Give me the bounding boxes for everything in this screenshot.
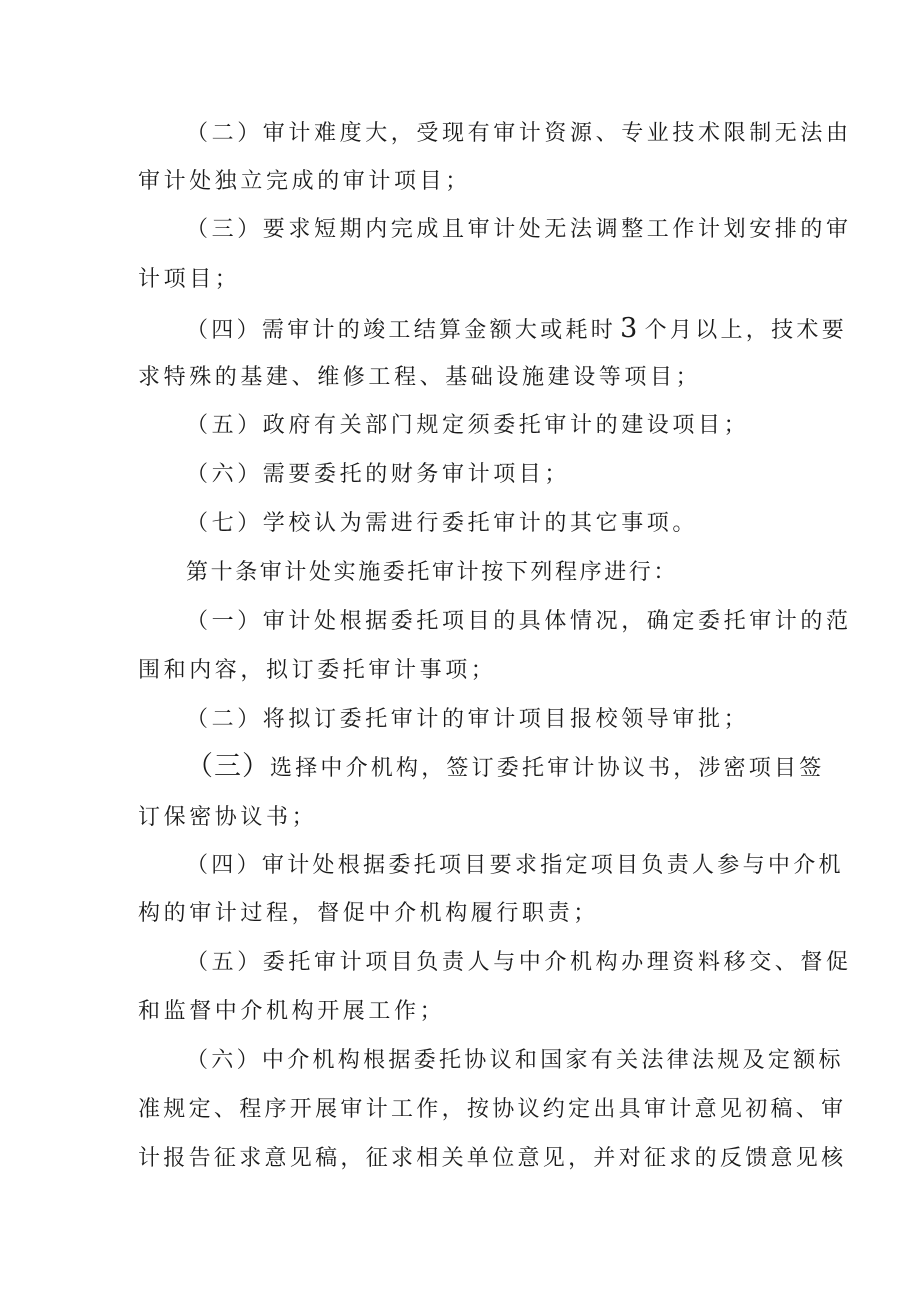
text-line: （五）委托审计项目负责人与中介机构办理资料移交、督促 <box>186 950 852 975</box>
text-line: （六）中介机构根据委托协议和国家有关法律法规及定额标 <box>186 1048 844 1073</box>
text-line: （三）要求短期内完成且审计处无法调整工作计划安排的审 <box>186 217 852 242</box>
text-line <box>186 314 847 346</box>
text-line: （二）将拟订委托审计的审计项目报校领导审批； <box>186 707 750 732</box>
text-line: （五）政府有关部门规定须委托审计的建设项目； <box>186 413 750 438</box>
text-line: 围和内容，拟订委托审计事项； <box>138 658 497 683</box>
number-segment: 3 <box>620 313 641 344</box>
text-line: （六）需要委托的财务审计项目； <box>186 462 571 487</box>
text-line: 订保密协议书； <box>138 805 318 830</box>
text-segment: （三） <box>186 751 270 782</box>
text-line: 计项目； <box>138 267 241 292</box>
text-line: （一）审计处根据委托项目的具体情况，确定委托审计的范 <box>186 609 852 634</box>
text-segment: （四）需审计的竣工结算金额大或耗时 <box>186 318 617 343</box>
text-line: 构的审计过程，督促中介机构履行职责； <box>138 901 599 926</box>
text-line: （二）审计难度大，受现有审计资源、专业技术限制无法由 <box>186 121 852 146</box>
text-line: （七）学校认为需进行委托审计的其它事项。 <box>186 511 699 536</box>
text-segment: 个月以上，技术要 <box>644 318 847 343</box>
text-line: 审计处独立完成的审计项目； <box>138 169 471 194</box>
text-segment: 选择中介机构，签订委托审计协议书，涉密项目签 <box>270 756 825 781</box>
text-line: 求特殊的基建、维修工程、基础设施建设等项目； <box>138 365 702 390</box>
article-heading: 第十条审计处实施委托审计按下列程序进行： <box>186 560 679 585</box>
text-line: 准规定、程序开展审计工作，按协议约定出具审计意见初稿、审 <box>138 1097 847 1122</box>
text-line: 和监督中介机构开展工作； <box>138 999 446 1024</box>
text-line <box>186 752 824 784</box>
text-line: （四）审计处根据委托项目要求指定项目负责人参与中介机 <box>186 853 844 878</box>
text-line: 计报告征求意见稿，征求相关单位意见，并对征求的反馈意见核 <box>138 1146 847 1171</box>
